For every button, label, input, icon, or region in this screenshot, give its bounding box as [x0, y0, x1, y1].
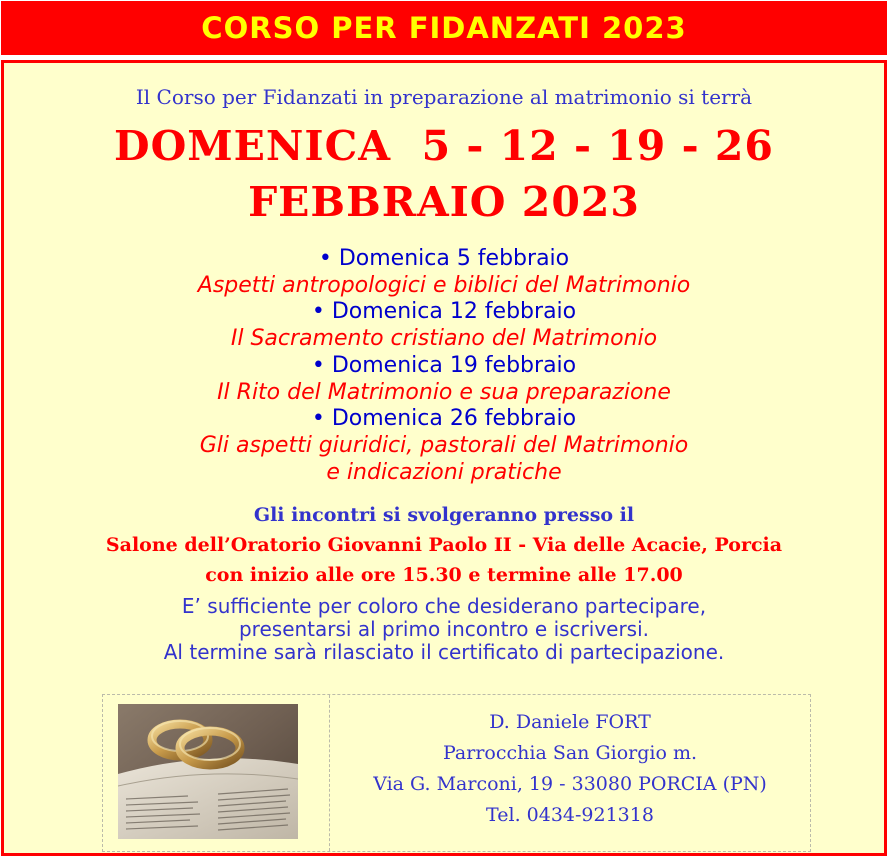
venue-info [4, 500, 884, 590]
session-date: • Domenica 19 febbraio [311, 352, 577, 378]
venue-time: con inizio alle ore 15.30 e termine alle 17.00 [205, 564, 683, 586]
session-date: • Domenica 5 febbraio [318, 246, 570, 271]
page-title: CORSO PER FIDANZATI 2023 [201, 11, 687, 45]
session-date: • Domenica 26 febbraio [311, 406, 577, 432]
contact-details [330, 695, 810, 851]
contact-parish: Parrocchia San Giorgio m. [443, 742, 697, 764]
session-date: • Domenica 12 febbraio [311, 299, 577, 325]
registration-note [4, 595, 884, 664]
note-line: E’ sufficiente per coloro che desiderano partecipare, [181, 594, 707, 618]
photo-cell [103, 695, 330, 851]
contact-box [102, 694, 811, 852]
month-heading: FEBBRAIO 2023 [248, 178, 640, 226]
venue-place: Salone dell’Oratorio Giovanni Paolo II - Via delle Acacie, Porcia [105, 534, 783, 556]
session-topic: Il Sacramento cristiano del Matrimonio [230, 326, 658, 352]
session-item [4, 406, 884, 486]
note-line: presentarsi al primo incontro e iscriversi. [238, 617, 650, 641]
contact-name: D. Daniele FORT [489, 711, 651, 733]
session-item [4, 246, 884, 299]
session-item [4, 299, 884, 352]
flyer-panel [1, 60, 887, 856]
contact-phone: Tel. 0434-921318 [486, 804, 654, 826]
session-topic: Aspetti antropologici e biblici del Matrimonio [197, 272, 691, 298]
session-item [4, 353, 884, 406]
session-topic: Gli aspetti giuridici, pastorali del Matrimonio [199, 432, 689, 458]
note-line: Al termine sarà rilasciato il certificato di partecipazione. [163, 640, 725, 664]
intro-text: Il Corso per Fidanzati in preparazione al matrimonio si terrà [135, 85, 753, 109]
dates-heading: DOMENICA 5 - 12 - 19 - 26 [114, 122, 774, 170]
session-topic-continued: e indicazioni pratiche [326, 459, 562, 485]
sessions-list [4, 246, 884, 486]
wedding-rings-photo [118, 704, 298, 839]
venue-intro: Gli incontri si svolgeranno presso il [253, 504, 635, 526]
header-banner [1, 1, 887, 55]
contact-address: Via G. Marconi, 19 - 33080 PORCIA (PN) [373, 773, 767, 795]
session-topic: Il Rito del Matrimonio e sua preparazione [217, 379, 671, 405]
